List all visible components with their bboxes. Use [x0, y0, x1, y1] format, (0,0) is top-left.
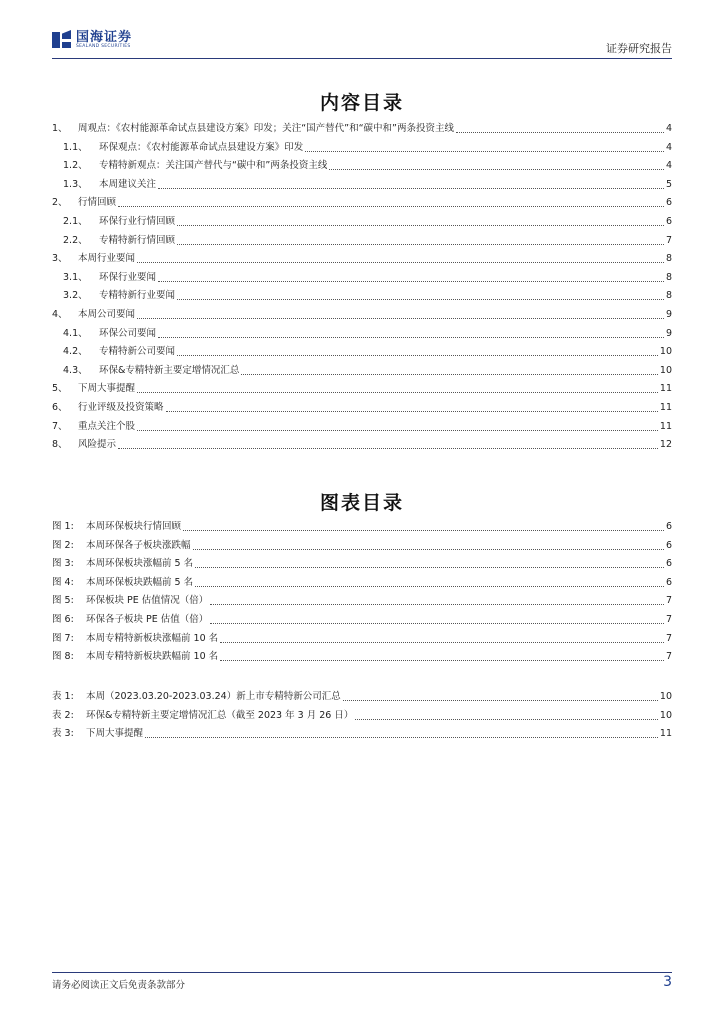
toc-entry-page: 6: [665, 197, 672, 209]
dot-leader: [456, 131, 664, 133]
toc-entry[interactable]: [52, 196, 672, 210]
toc-entry-page: 11: [659, 402, 672, 413]
toc-entry-number: 7、: [52, 420, 68, 432]
page-header: [52, 28, 672, 59]
toc-entry-page: 10: [659, 364, 672, 376]
toc-entry-title: 行业评级及投资策略: [78, 402, 164, 413]
toc-entry-title: 本周公司要闻: [78, 309, 136, 320]
figure-page: 7: [665, 614, 672, 625]
table-entry[interactable]: [52, 709, 672, 723]
figure-page: 6: [665, 521, 672, 532]
toc-entry-page: 4: [665, 141, 672, 153]
toc-entry-title: 环保公司要闻: [99, 327, 157, 339]
dot-leader: [177, 298, 664, 300]
toc-entry[interactable]: [52, 178, 672, 192]
toc-entry-title: 本周行业要闻: [78, 253, 136, 265]
dot-leader: [118, 205, 664, 207]
toc-entry[interactable]: [52, 327, 672, 341]
dot-leader: [177, 243, 664, 245]
toc-entry-page: 8: [665, 290, 672, 302]
figure-title: 本周环保板块跌幅前 5 名: [86, 576, 194, 588]
toc-entry-number: 3.2、: [63, 290, 88, 302]
toc-entry-title: 周观点：《农村能源革命试点县建设方案》印发；关注“国产替代”和“碳中和”两条投资主线: [78, 123, 454, 134]
toc-entry[interactable]: [52, 215, 672, 229]
toc-entry-title: 专精特新行业要闻: [99, 290, 176, 302]
table-label: 表 1:: [52, 691, 74, 702]
toc-entry-number: 3、: [52, 253, 68, 265]
toc-entry-title: 重点关注个股: [78, 420, 136, 432]
table-title: 环保&专精特新主要定增情况汇总（截至 2023 年 3 月 26 日）: [86, 709, 354, 721]
dot-leader: [137, 317, 664, 319]
table-page: 10: [659, 691, 672, 702]
toc-entry-number: 6、: [52, 402, 68, 413]
toc-entry-page: 8: [665, 271, 672, 283]
figure-entry[interactable]: [52, 613, 672, 627]
toc-entry[interactable]: [52, 308, 672, 322]
dot-leader: [220, 641, 664, 643]
toc-entry-number: 5、: [52, 383, 68, 395]
toc-entry-title: 环保行业行情回顾: [99, 216, 176, 227]
toc-entry-title: 环保&专精特新主要定增情况汇总: [99, 364, 240, 376]
dot-leader: [137, 261, 664, 263]
dot-leader: [158, 280, 664, 282]
table-title: 下周大事提醒: [86, 728, 144, 740]
figure-entry[interactable]: [52, 594, 672, 608]
toc-entry[interactable]: [52, 345, 672, 359]
toc-entry-number: 3.1、: [63, 271, 88, 283]
dot-leader: [195, 566, 664, 568]
toc-entry-page: 9: [665, 327, 672, 339]
dot-leader: [305, 150, 664, 152]
toc-entry-title: 环保观点：《农村能源革命试点县建设方案》印发: [99, 141, 304, 153]
toc-title: 内容目录: [319, 92, 404, 114]
table-page: 10: [659, 709, 672, 721]
dot-leader: [193, 548, 664, 550]
toc-entry-page: 7: [665, 234, 672, 246]
toc-entry-page: 10: [659, 346, 672, 358]
toc-entry-page: 8: [665, 253, 672, 265]
figure-page: 7: [665, 595, 672, 607]
toc-entry[interactable]: [52, 122, 672, 136]
dot-leader: [145, 736, 658, 738]
dot-leader: [195, 585, 664, 587]
toc-entry-page: 9: [665, 309, 672, 320]
toc-entry[interactable]: [52, 289, 672, 303]
figure-page: 7: [665, 632, 672, 644]
figure-label: 图 4:: [52, 576, 74, 588]
figure-page: 7: [665, 651, 672, 663]
toc-entry[interactable]: [52, 438, 672, 452]
logo-mark-icon: [52, 30, 72, 50]
dot-leader: [158, 187, 664, 189]
logo-name-en: SEALAND SECURITIES: [76, 43, 131, 49]
figure-entry[interactable]: [52, 576, 672, 590]
figure-label: 图 3:: [52, 558, 74, 570]
toc-entry-page: 5: [665, 178, 672, 190]
toc-entry-number: 2、: [52, 197, 68, 209]
figure-title: 本周环保板块行情回顾: [86, 521, 182, 532]
dot-leader: [220, 659, 664, 661]
toc-entry[interactable]: [52, 382, 672, 396]
toc-entry-page: 12: [659, 439, 672, 451]
toc-entry-number: 2.2、: [63, 234, 88, 246]
dot-leader: [210, 622, 664, 624]
figure-title: 本周专精特新板块涨幅前 10 名: [86, 632, 219, 644]
logo-name-cn: 国海证券: [76, 29, 133, 45]
table-entry[interactable]: [52, 690, 672, 704]
table-label: 表 3:: [52, 728, 74, 740]
dot-leader: [343, 699, 658, 701]
toc-entry-title: 行情回顾: [78, 197, 117, 209]
dot-leader: [183, 529, 664, 531]
toc-entry-title: 风险提示: [78, 439, 117, 451]
page-footer: [52, 972, 672, 991]
dot-leader: [158, 336, 664, 338]
dot-leader: [241, 373, 657, 375]
toc-entry[interactable]: [52, 271, 672, 285]
toc-entry-page: 4: [665, 160, 672, 172]
figure-page: 6: [665, 558, 672, 570]
toc-entry-page: 4: [665, 123, 672, 134]
table-page: 11: [659, 728, 672, 740]
page-number: 3: [663, 974, 672, 990]
toc-entry-title: 专精特新观点：关注国产替代与“碳中和”两条投资主线: [99, 160, 328, 172]
toc-entry[interactable]: [52, 234, 672, 248]
toc-entry-number: 1、: [52, 123, 68, 134]
toc-entry[interactable]: [52, 252, 672, 266]
table-entry[interactable]: [52, 727, 672, 741]
dot-leader: [137, 429, 658, 431]
figures-toc-title: 图表目录: [319, 492, 404, 514]
toc-entry[interactable]: [52, 141, 672, 155]
figure-entry[interactable]: [52, 632, 672, 646]
table-title: 本周（2023.03.20-2023.03.24）新上市专精特新公司汇总: [86, 691, 341, 702]
toc-entry-number: 4.1、: [63, 327, 88, 339]
figure-label: 图 2:: [52, 539, 74, 551]
company-logo: [52, 30, 132, 50]
toc-entry-title: 专精特新行情回顾: [99, 234, 176, 246]
figure-page: 6: [665, 539, 672, 551]
figure-label: 图 1:: [52, 521, 74, 532]
figure-label: 图 7:: [52, 632, 74, 644]
toc-entry-title: 环保行业要闻: [99, 271, 157, 283]
toc-entry-number: 4.3、: [63, 364, 88, 376]
toc-entry-number: 2.1、: [63, 216, 88, 227]
dot-leader: [355, 718, 658, 720]
toc-entry-title: 本周建议关注: [99, 178, 157, 190]
toc-entry[interactable]: [52, 364, 672, 378]
toc-entry-number: 1.2、: [63, 160, 88, 172]
toc-entry-page: 6: [665, 216, 672, 227]
toc-entry-number: 4.2、: [63, 346, 88, 358]
figure-title: 本周环保板块涨幅前 5 名: [86, 558, 194, 570]
toc-entry-number: 4、: [52, 309, 68, 320]
toc-entry[interactable]: [52, 159, 672, 173]
toc-entry-number: 1.1、: [63, 141, 88, 153]
figure-label: 图 6:: [52, 614, 74, 625]
toc-entry[interactable]: [52, 420, 672, 434]
figure-entry[interactable]: [52, 650, 672, 664]
toc-entry-title: 下周大事提醒: [78, 383, 136, 395]
figure-title: 环保板块 PE 估值情况（倍）: [86, 595, 209, 607]
toc-entry-page: 11: [659, 383, 672, 395]
figure-page: 6: [665, 576, 672, 588]
toc-entry[interactable]: [52, 401, 672, 415]
figure-entry[interactable]: [52, 520, 672, 534]
toc-entry-number: 8、: [52, 439, 68, 451]
toc-entry-number: 1.3、: [63, 178, 88, 190]
figure-entry[interactable]: [52, 557, 672, 571]
figure-title: 本周专精特新板块跌幅前 10 名: [86, 651, 219, 663]
dot-leader: [166, 410, 658, 412]
report-type-label: 证券研究报告: [606, 42, 672, 55]
figure-label: 图 8:: [52, 651, 74, 663]
figure-title: 本周环保各子板块涨跌幅: [86, 539, 191, 551]
figure-title: 环保各子板块 PE 估值（倍）: [86, 614, 209, 625]
figure-label: 图 5:: [52, 595, 74, 607]
disclaimer-text: 请务必阅读正文后免责条款部分: [52, 980, 186, 991]
dot-leader: [177, 224, 664, 226]
toc-entry-title: 专精特新公司要闻: [99, 346, 176, 358]
dot-leader: [177, 354, 658, 356]
toc-entry-page: 11: [659, 420, 672, 432]
dot-leader: [118, 447, 658, 449]
table-label: 表 2:: [52, 709, 74, 721]
dot-leader: [210, 603, 664, 605]
figure-entry[interactable]: [52, 539, 672, 553]
dot-leader: [137, 391, 658, 393]
dot-leader: [329, 168, 664, 170]
